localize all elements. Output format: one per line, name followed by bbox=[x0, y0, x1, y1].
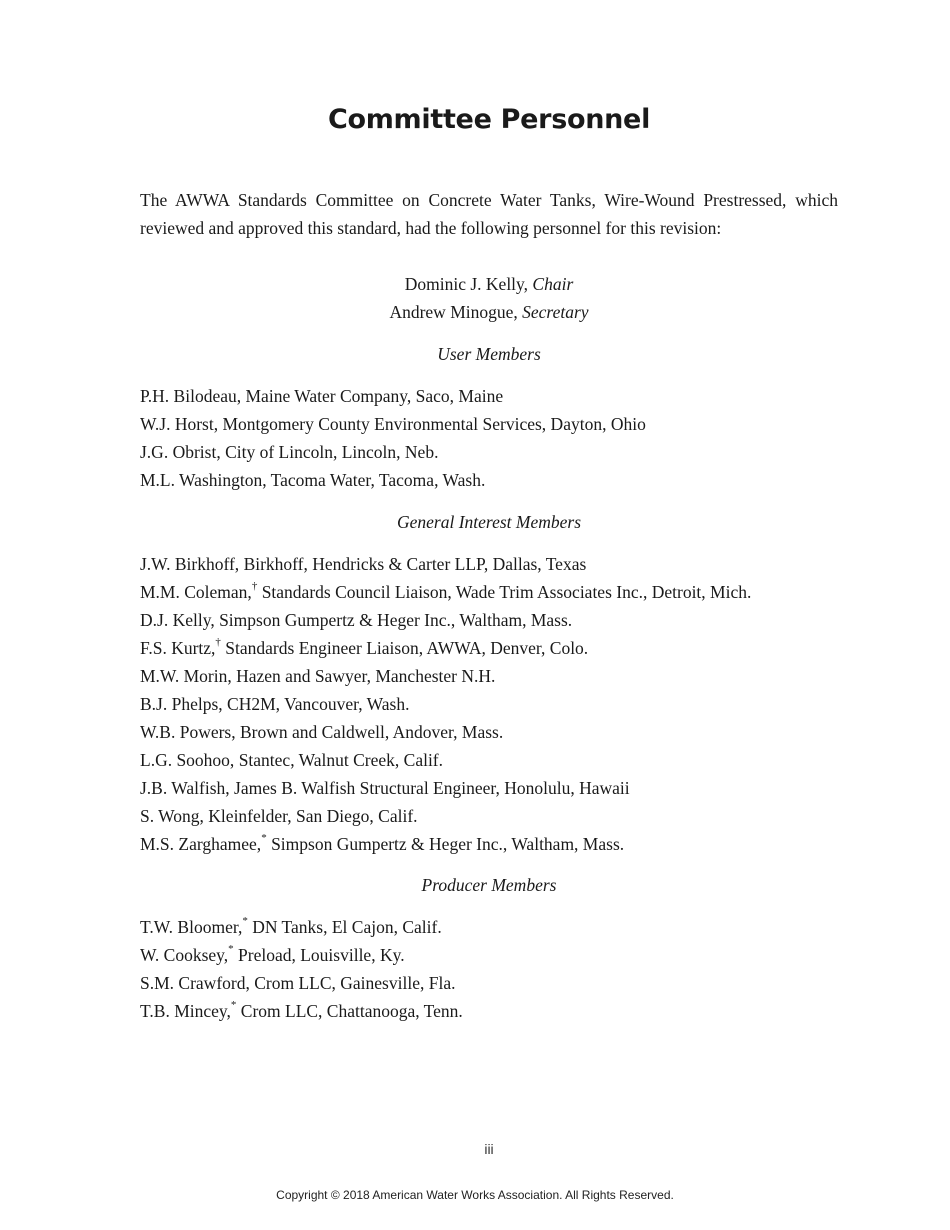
member-name: M.M. Coleman, bbox=[140, 582, 252, 602]
member-affiliation: James B. Walfish Structural Engineer, Honolulu, Hawaii bbox=[229, 778, 630, 798]
chair-role: Chair bbox=[532, 274, 574, 294]
member-name: L.G. Soohoo, bbox=[140, 750, 235, 770]
member-affiliation: Crom LLC, Gainesville, Fla. bbox=[249, 973, 456, 993]
member-affiliation: Maine Water Company, Saco, Maine bbox=[241, 386, 504, 406]
member-entry bbox=[140, 606, 860, 634]
chair-name: Dominic J. Kelly, bbox=[404, 274, 533, 294]
member-affiliation: Simpson Gumpertz & Heger Inc., Waltham, Mass. bbox=[214, 610, 573, 630]
copyright-footer: Copyright © 2018 American Water Works Association. All Rights Reserved. bbox=[276, 1188, 674, 1202]
general-interest-members-heading: General Interest Members bbox=[396, 512, 582, 532]
member-entry bbox=[140, 382, 860, 410]
member-name: T.B. Mincey, bbox=[140, 1001, 231, 1021]
member-name: S.M. Crawford, bbox=[140, 973, 250, 993]
member-entry bbox=[140, 550, 860, 578]
secretary-name: Andrew Minogue, bbox=[389, 302, 523, 322]
member-entry bbox=[140, 662, 860, 690]
chair-line bbox=[0, 270, 950, 298]
member-footnote-mark: * bbox=[261, 832, 267, 845]
member-affiliation: City of Lincoln, Lincoln, Neb. bbox=[220, 442, 439, 462]
member-entry bbox=[140, 802, 860, 830]
member-name: T.W. Bloomer, bbox=[140, 917, 243, 937]
user-members-list bbox=[140, 382, 860, 494]
producer-members-heading: Producer Members bbox=[421, 875, 557, 895]
member-footnote-mark: * bbox=[242, 915, 248, 928]
member-entry bbox=[140, 774, 860, 802]
member-affiliation: Simpson Gumpertz & Heger Inc., Waltham, Mass. bbox=[266, 834, 625, 854]
member-entry bbox=[140, 690, 860, 718]
member-name: W. Cooksey, bbox=[140, 945, 229, 965]
general-interest-members-list bbox=[140, 550, 860, 858]
member-affiliation: Birkhoff, Hendricks & Carter LLP, Dallas, Texas bbox=[239, 554, 587, 574]
member-affiliation: Montgomery County Environmental Services, Dayton, Ohio bbox=[218, 414, 646, 434]
page-title: Committee Personnel bbox=[327, 104, 651, 135]
member-name: P.H. Bilodeau, bbox=[140, 386, 242, 406]
member-entry bbox=[140, 830, 860, 858]
member-entry bbox=[140, 997, 860, 1025]
member-name: M.W. Morin, bbox=[140, 666, 232, 686]
member-footnote-mark: † bbox=[215, 636, 221, 649]
member-name: W.B. Powers, bbox=[140, 722, 236, 742]
member-name: M.L. Washington, bbox=[140, 470, 267, 490]
member-affiliation: Hazen and Sawyer, Manchester N.H. bbox=[231, 666, 496, 686]
member-affiliation: Brown and Caldwell, Andover, Mass. bbox=[235, 722, 504, 742]
member-footnote-mark: * bbox=[228, 943, 234, 956]
member-name: J.W. Birkhoff, bbox=[140, 554, 240, 574]
member-entry bbox=[140, 466, 860, 494]
member-name: W.J. Horst, bbox=[140, 414, 219, 434]
member-entry bbox=[140, 438, 860, 466]
member-entry bbox=[140, 969, 860, 997]
member-entry bbox=[140, 634, 860, 662]
member-affiliation: Crom LLC, Chattanooga, Tenn. bbox=[236, 1001, 463, 1021]
member-name: J.B. Walfish, bbox=[140, 778, 230, 798]
user-members-heading: User Members bbox=[437, 344, 541, 364]
member-name: M.S. Zarghamee, bbox=[140, 834, 262, 854]
member-affiliation: Standards Council Liaison, Wade Trim Associates Inc., Detroit, Mich. bbox=[257, 582, 752, 602]
page-number: iii bbox=[484, 1141, 494, 1157]
member-entry bbox=[140, 578, 860, 606]
member-affiliation: DN Tanks, El Cajon, Calif. bbox=[247, 917, 442, 937]
producer-members-list bbox=[140, 913, 860, 1025]
member-entry bbox=[140, 718, 860, 746]
member-name: J.G. Obrist, bbox=[140, 442, 221, 462]
member-name: S. Wong, bbox=[140, 806, 204, 826]
member-affiliation: CH2M, Vancouver, Wash. bbox=[222, 694, 410, 714]
member-entry bbox=[140, 941, 860, 969]
member-entry bbox=[140, 746, 860, 774]
committee-officers bbox=[0, 270, 950, 326]
member-affiliation: Stantec, Walnut Creek, Calif. bbox=[234, 750, 444, 770]
secretary-role: Secretary bbox=[522, 302, 589, 322]
intro-paragraph: The AWWA Standards Committee on Concrete Water Tanks, Wire-Wound Prestressed, which reviewed and approved this standard, had the following personnel for this revision: bbox=[140, 190, 838, 238]
member-entry bbox=[140, 913, 860, 941]
secretary-line bbox=[0, 298, 950, 326]
member-affiliation: Tacoma Water, Tacoma, Wash. bbox=[266, 470, 486, 490]
member-footnote-mark: * bbox=[230, 999, 237, 1012]
member-entry bbox=[140, 410, 860, 438]
member-affiliation: Kleinfelder, San Diego, Calif. bbox=[203, 806, 418, 826]
member-affiliation: Preload, Louisville, Ky. bbox=[233, 945, 405, 965]
member-name: F.S. Kurtz, bbox=[140, 638, 216, 658]
member-name: D.J. Kelly, bbox=[140, 610, 215, 630]
member-footnote-mark: † bbox=[251, 580, 258, 593]
member-name: B.J. Phelps, bbox=[140, 694, 223, 714]
member-affiliation: Standards Engineer Liaison, AWWA, Denver, Colo. bbox=[220, 638, 589, 658]
